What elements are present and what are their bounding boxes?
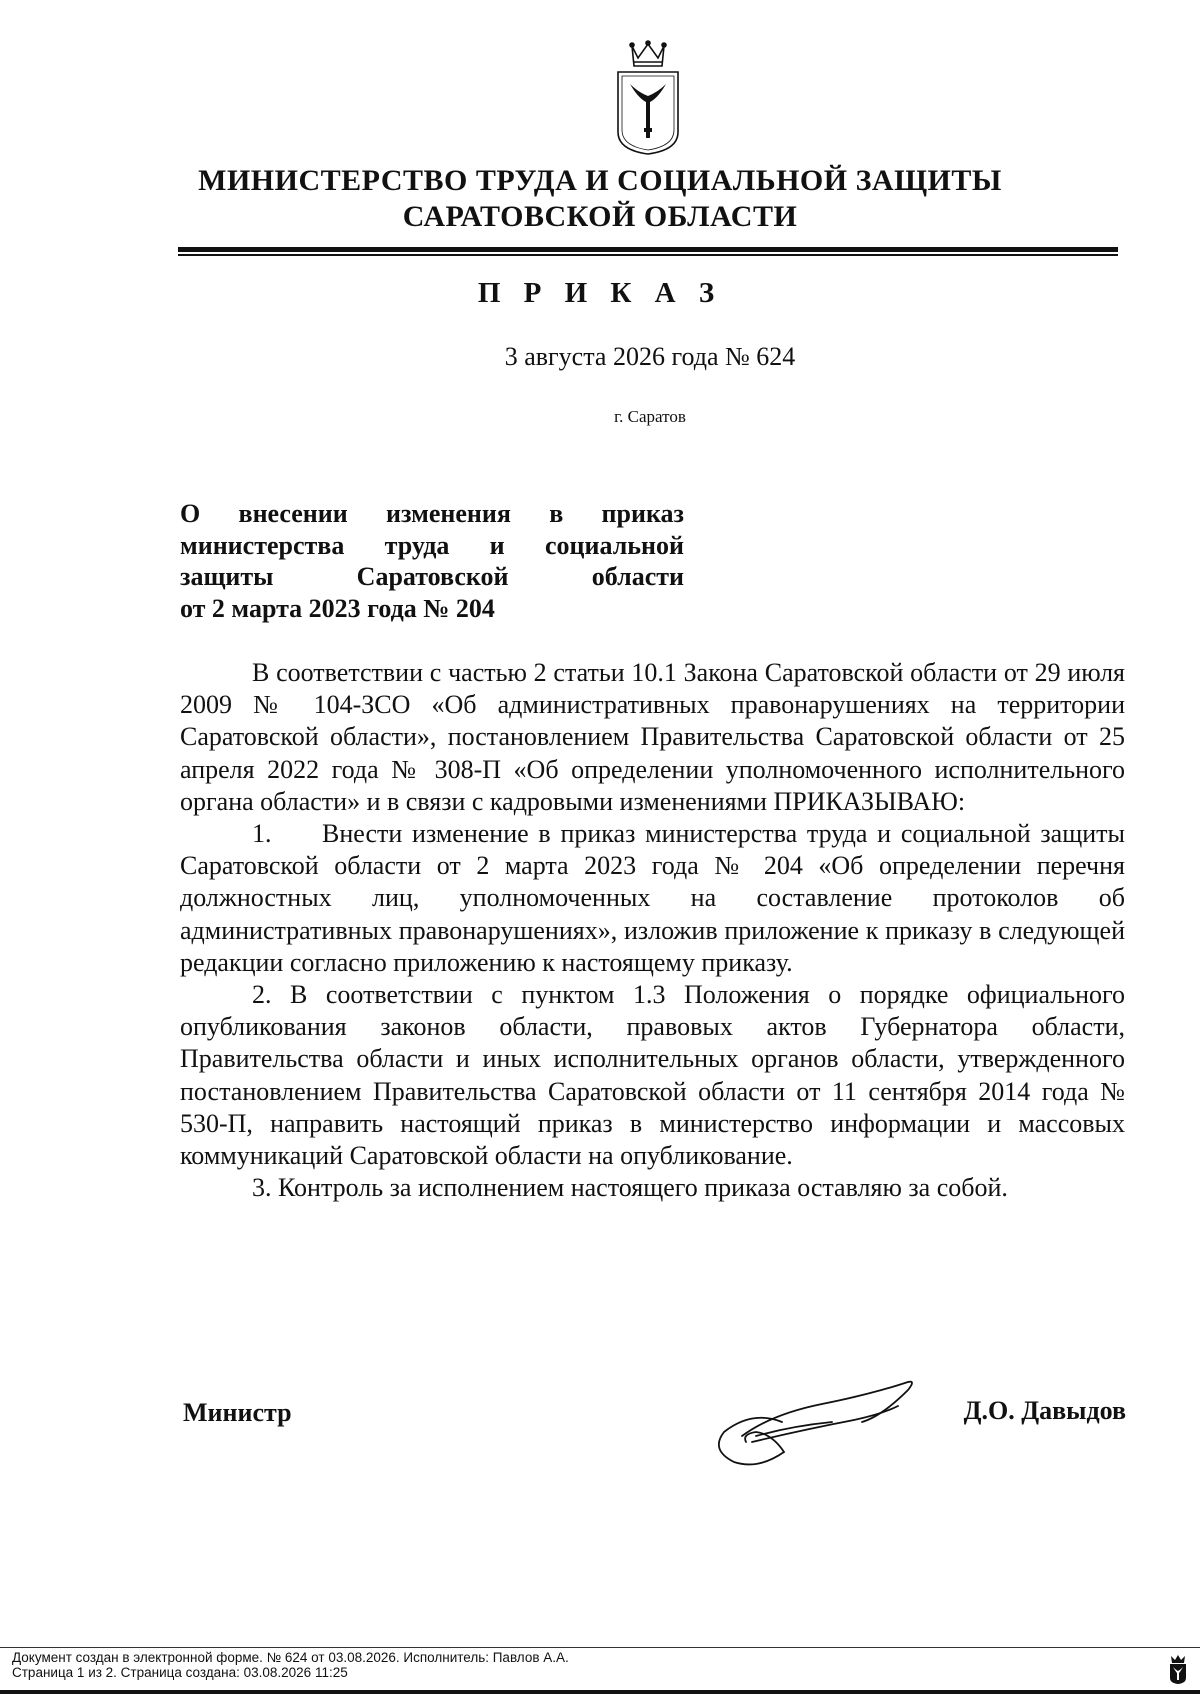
body-preamble: В соответствии с частью 2 статьи 10.1 Закона Саратовской области от 29 июля 2009 № 104-ЗСО «Об административных правонарушениях на территории Саратовской области», постановлением Правительства Саратовской области от 25 апреля 2022 года № 308-П «Об определении уполномоченного исполнительного органа области» и в связи с кадровыми изменениями ПРИКАЗЫВАЮ: — [180, 658, 1125, 816]
handwritten-signature — [712, 1370, 922, 1470]
subject-line-1: О внесении изменения в приказ — [180, 499, 684, 528]
order-subject — [180, 498, 684, 624]
order-title: П Р И К А З — [477, 277, 723, 309]
coat-of-arms-icon — [608, 40, 688, 158]
footer — [12, 1650, 569, 1680]
subject-line-2: министерства труда и социальной — [180, 530, 684, 560]
bottom-edge-bar — [0, 1690, 1200, 1694]
subject-line-4: от 2 марта 2023 года № 204 — [180, 593, 495, 623]
ministry-name — [0, 163, 1200, 235]
ministry-line-2: САРАТОВСКОЙ ОБЛАСТИ — [402, 200, 798, 233]
body-item-3: 3. Контроль за исполнением настоящего приказа оставляю за собой. — [252, 1173, 1008, 1203]
order-city: г. Саратов — [614, 407, 686, 426]
header-rule-thick — [178, 247, 1118, 252]
footer-line-1: Документ создан в электронной форме. № 624 от 03.08.2026. Исполнитель: Павлов А.А. — [12, 1650, 569, 1665]
footer-line-2: Страница 1 из 2. Страница создана: 03.08.2026 11:25 — [12, 1665, 348, 1680]
footer-divider — [0, 1647, 1200, 1648]
signer-name: Д.О. Давыдов — [963, 1396, 1126, 1425]
order-date-number: 3 августа 2026 года № 624 — [504, 342, 796, 371]
emblem-small-icon — [1168, 1654, 1188, 1684]
item-1-number: 1. — [252, 819, 272, 849]
item-1-text: Внести изменение в приказ министерства труда и социальной защиты Саратовской области от 2 марта 2023 года № 204 «Об определении перечня должностных лиц, уполномоченных на составление протоколов об административных правонарушениях», изложив приложение к приказу в следующей редакции согласно приложению к настоящему приказу. — [180, 819, 1125, 977]
body-item-1 — [180, 818, 1125, 979]
body-item-2: 2. В соответствии с пунктом 1.3 Положения о порядке официального опубликования законов области, правовых актов Губернатора области, Правительства области и иных исполнительных органов области, утвержденного постановлением Правительства Саратовской области от 11 сентября 2014 года № 530-П, направить настоящий приказ в министерство информации и массовых коммуникаций Саратовской области на опубликование. — [180, 980, 1125, 1171]
order-body — [180, 657, 1125, 1204]
ministry-line-1: МИНИСТЕРСТВО ТРУДА И СОЦИАЛЬНОЙ ЗАЩИТЫ — [198, 164, 1002, 197]
header-rule-thin — [178, 254, 1118, 256]
subject-line-3: защиты Саратовской области — [180, 562, 684, 591]
signer-position: Министр — [183, 1398, 292, 1427]
